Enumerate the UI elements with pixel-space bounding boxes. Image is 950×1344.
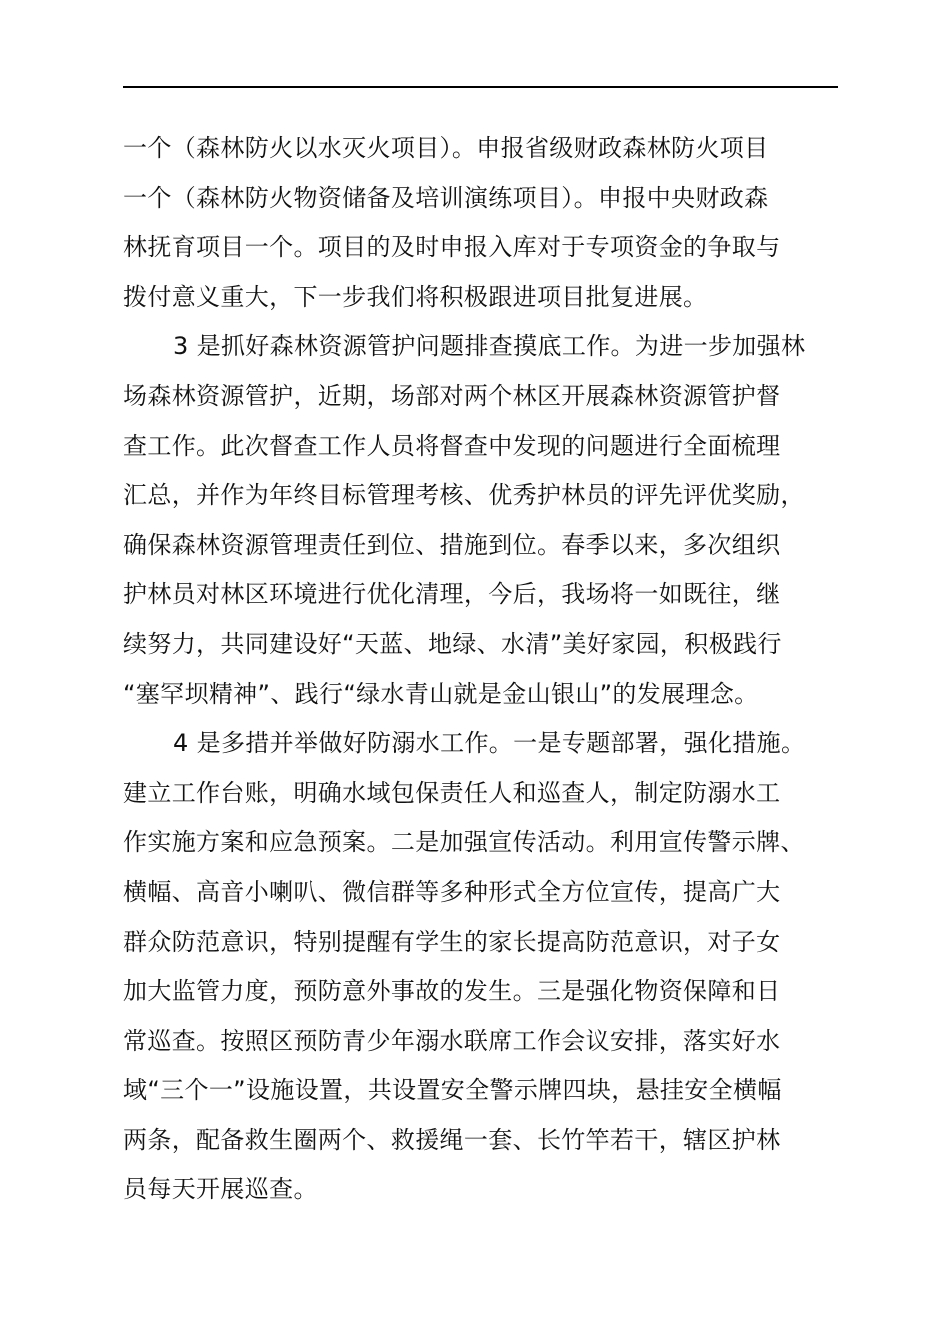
- text-line: 员每天开展巡查。: [123, 1175, 318, 1204]
- paragraph-3-start: 3 是抓好森林资源管护问题排查摸底工作。为进一步加强林: [173, 332, 806, 361]
- text-line: 林抚育项目一个。项目的及时申报入库对于专项资金的争取与: [123, 233, 781, 262]
- text-line: 拨付意义重大，下一步我们将积极跟进项目批复进展。: [123, 282, 708, 311]
- text-line: 作实施方案和应急预案。二是加强宣传活动。利用宣传警示牌、: [123, 828, 805, 857]
- text-line: 汇总，并作为年终目标管理考核、优秀护林员的评先评优奖励，: [123, 481, 805, 510]
- text-line: 常巡查。按照区预防青少年溺水联席工作会议安排，落实好水: [123, 1026, 781, 1055]
- header-rule: [123, 86, 838, 88]
- text-line: 横幅、高音小喇叭、微信群等多种形式全方位宣传，提高广大: [123, 877, 781, 906]
- text-line: 一个（森林防火以水灭火项目）。申报省级财政森林防火项目: [123, 134, 769, 162]
- text-line: 续努力，共同建设好“天蓝、地绿、水清”美好家园，积极践行: [123, 629, 782, 658]
- text-line: 确保森林资源管理责任到位、措施到位。春季以来，多次组织: [123, 530, 781, 559]
- text-line: 一个（森林防火物资储备及培训演练项目）。申报中央财政森: [123, 183, 769, 212]
- text-line: 查工作。此次督查工作人员将督查中发现的问题进行全面梳理: [123, 431, 781, 460]
- document-body: [123, 124, 843, 1215]
- text-line: “塞罕坝精神”、践行“绿水青山就是金山银山”的发展理念。: [123, 679, 759, 708]
- text-line: 域“三个一”设施设置，共设置安全警示牌四块，悬挂安全横幅: [123, 1076, 782, 1105]
- text-line: 场森林资源管护，近期，场部对两个林区开展森林资源管护督: [123, 381, 781, 410]
- text-line: 建立工作台账，明确水域包保责任人和巡查人，制定防溺水工: [123, 778, 781, 807]
- paragraph-4-start: 4 是多措并举做好防溺水工作。一是专题部署，强化措施。: [173, 729, 806, 758]
- text-line: 护林员对林区环境进行优化清理，今后，我场将一如既往，继: [123, 580, 781, 609]
- text-line: 两条，配备救生圈两个、救援绳一套、长竹竿若干，辖区护林: [123, 1125, 781, 1154]
- text-line: 群众防范意识，特别提醒有学生的家长提高防范意识，对子女: [123, 927, 781, 956]
- text-line: 加大监管力度，预防意外事故的发生。三是强化物资保障和日: [123, 977, 781, 1006]
